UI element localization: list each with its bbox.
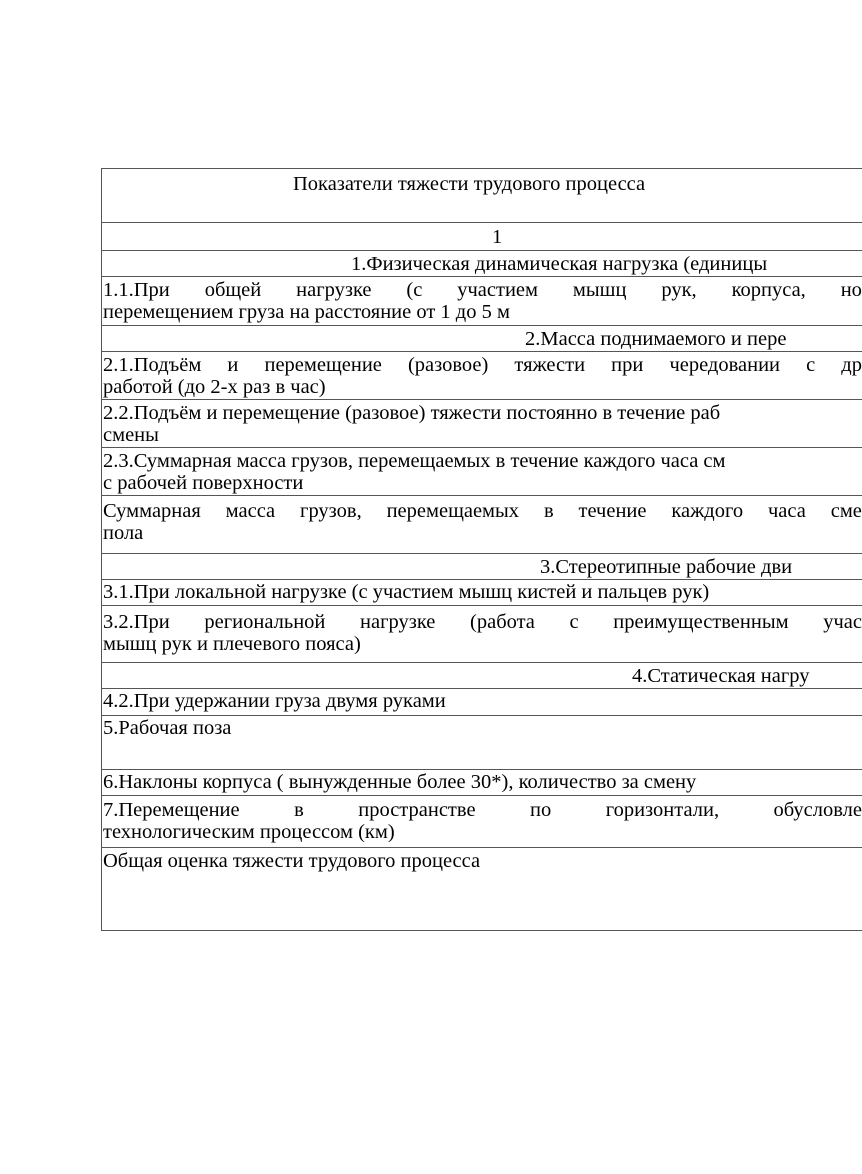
item-floor-line1: Суммарная масса грузов, перемещаемых в течение каждого часа сме xyxy=(103,500,862,522)
section-3-heading: 3.Стереотипные рабочие дви xyxy=(540,556,793,578)
section-heading-row xyxy=(102,663,862,689)
item-2-2-line1: 2.2.Подъём и перемещение (разовое) тяжести постоянно в течение раб xyxy=(103,402,721,424)
section-heading-row xyxy=(102,326,862,352)
table-row xyxy=(102,796,862,848)
item-2-1-line2: работой (до 2-х раз в час) xyxy=(103,376,326,398)
table-header-row xyxy=(102,169,862,223)
item-3-1: 3.1.При локальной нагрузке (с участием мышц кистей и пальцев рук) xyxy=(103,581,710,603)
item-2-1-line1: 2.1.Подъём и перемещение (разовое) тяжести при чередовании с др xyxy=(103,354,862,376)
item-7-line2: технологическим процессом (км) xyxy=(103,821,395,843)
column-number: 1 xyxy=(492,226,503,248)
item-7-line1: 7.Перемещение в пространстве по горизонтали, обусловле xyxy=(103,799,862,821)
item-4-2: 4.2.При удержании груза двумя руками xyxy=(103,690,446,712)
item-2-2-line2: смены xyxy=(103,424,159,446)
table-row xyxy=(102,606,862,663)
table-header-title: Показатели тяжести трудового процесса xyxy=(293,173,646,195)
item-3-2-line1: 3.2.При региональной нагрузке (работа с преимущественным учас xyxy=(103,611,862,633)
table-row xyxy=(102,400,862,448)
table-row xyxy=(102,848,862,930)
table-row xyxy=(102,580,862,606)
table-row xyxy=(102,689,862,716)
item-5: 5.Рабочая поза xyxy=(103,717,232,739)
column-number-row xyxy=(102,223,862,251)
table-row xyxy=(102,352,862,400)
item-2-3-line2: с рабочей поверхности xyxy=(103,472,304,494)
section-heading-row xyxy=(102,554,862,580)
table-row xyxy=(102,496,862,554)
table-row xyxy=(102,770,862,796)
section-heading-row xyxy=(102,251,862,277)
overall-assessment: Общая оценка тяжести трудового процесса xyxy=(103,850,481,872)
section-1-heading: 1.Физическая динамическая нагрузка (единицы xyxy=(351,253,768,275)
section-4-heading: 4.Статическая нагру xyxy=(632,665,810,687)
item-6: 6.Наклоны корпуса ( вынужденные более 30*), количество за смену xyxy=(103,771,697,793)
item-2-3-line1: 2.3.Суммарная масса грузов, перемещаемых в течение каждого часа см xyxy=(103,450,726,472)
severity-indicators-table xyxy=(101,168,862,931)
table-row xyxy=(102,277,862,326)
table-row xyxy=(102,448,862,496)
table-row xyxy=(102,716,862,770)
item-3-2-line2: мышц рук и плечевого пояса) xyxy=(103,633,361,655)
item-floor-line2: пола xyxy=(103,522,144,544)
section-2-heading: 2.Масса поднимаемого и пере xyxy=(525,328,787,350)
item-1-1-line2: перемещением груза на расстояние от 1 до 5 м xyxy=(103,301,510,323)
item-1-1-line1: 1.1.При общей нагрузке (с участием мышц рук, корпуса, но xyxy=(103,279,862,301)
